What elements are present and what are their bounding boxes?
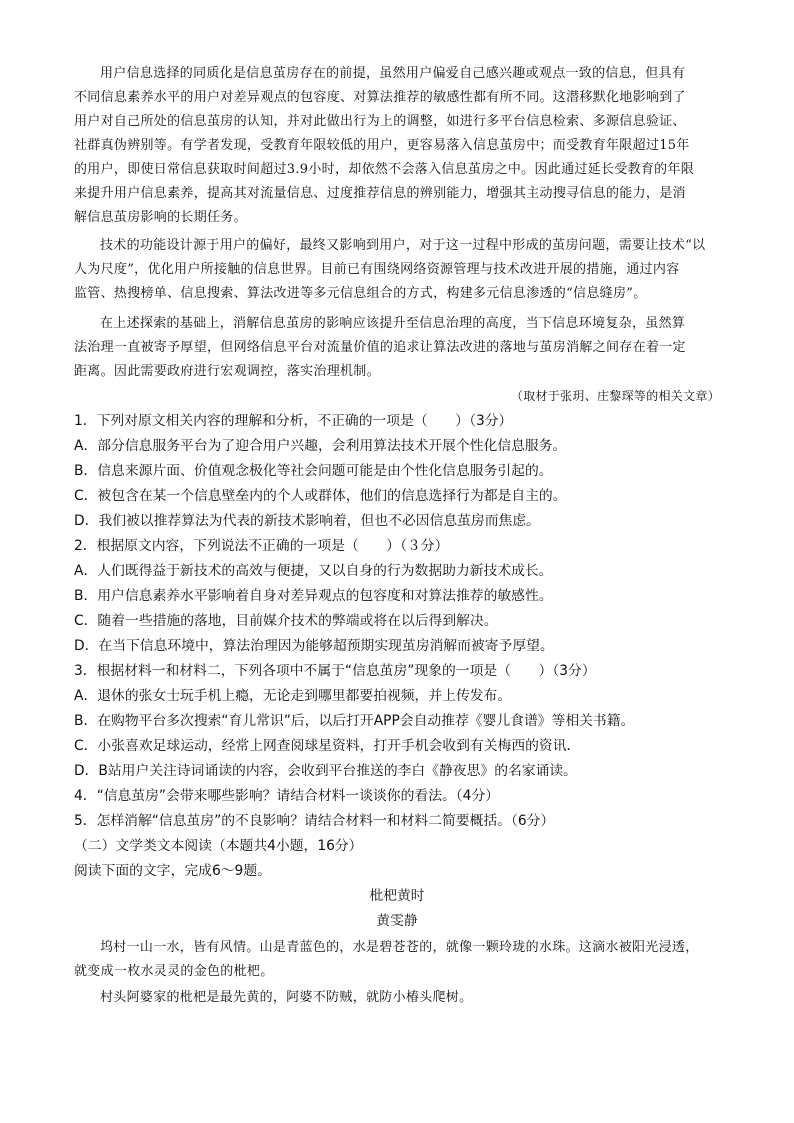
question-3-option-c: C．小张喜欢足球运动，经常上网查阅球星资料，打开手机会收到有关梅西的资讯． bbox=[74, 738, 581, 754]
story-p1-line-1: 坞村一山一水，皆有风情。山是青蓝色的，水是碧苍苍的，就像一颗玲珑的水珠。这滴水被阳光浸透， bbox=[100, 940, 699, 955]
passage-p1-line-2: 不同信息素养水平的用户对差异观点的包容度、对算法推荐的敏感性都有所不同。这潜移默化地影响到了 bbox=[74, 90, 686, 105]
question-3: 3．根据材料一和材料二，下列各项中不属于“信息茧房”现象的一项是（ ）（3分） bbox=[74, 663, 596, 679]
question-2-option-b: B．用户信息素养水平影响着自身对差异观点的包容度和对算法推荐的敏感性。 bbox=[74, 588, 553, 604]
passage-p1-line-4: 社群真伪辨别等。有学者发现，受教育年限较低的用户，更容易落入信息茧房中；而受教育年限超过15年 bbox=[74, 138, 690, 153]
story-p1-line-2: 就变成一枚水灵灵的金色的枇杷。 bbox=[74, 964, 274, 979]
question-4: 4．“信息茧房”会带来哪些影响？请结合材料一谈谈你的看法。（4分） bbox=[74, 788, 500, 804]
story-title: 枇杷黄时 bbox=[369, 888, 425, 904]
section-instruction: 阅读下面的文字，完成6～9题。 bbox=[74, 863, 271, 879]
story-author: 黄雯静 bbox=[376, 913, 418, 929]
question-1-option-d: D．我们被以推荐算法为代表的新技术影响着，但也不必因信息茧房而焦虑。 bbox=[74, 513, 540, 529]
passage-p1-line-6: 来提升用户信息素养，提高其对流量信息、过度推荐信息的辨别能力，增强其主动搜寻信息的能力，是消 bbox=[74, 186, 686, 201]
passage-p2-line-3: 监管、热搜榜单、信息搜索、算法改进等多元信息组合的方式，构建多元信息渗透的“信息缝房”。 bbox=[74, 286, 647, 301]
question-1-option-c: C．被包含在某一个信息壁垒内的个人或群体，他们的信息选择行为都是自主的。 bbox=[74, 488, 567, 504]
question-1-option-b: B．信息来源片面、价值观念极化等社会问题可能是由个性化信息服务引起的。 bbox=[74, 463, 553, 479]
question-2-option-d: D．在当下信息环境中，算法治理因为能够超预期实现茧房消解而被寄予厚望。 bbox=[74, 638, 554, 654]
passage-p3-line-1: 在上述探索的基础上，消解信息茧房的影响应该提升至信息治理的高度，当下信息环境复杂，虽然算 bbox=[100, 316, 686, 331]
question-2: 2．根据原文内容，下列说法不正确的一项是（ ）（３分） bbox=[74, 538, 449, 554]
question-1: 1．下列对原文相关内容的理解和分析，不正确的一项是（ ）（3分） bbox=[74, 413, 513, 429]
section-heading: （二）文学类文本阅读（本题共4小题，16分） bbox=[74, 838, 363, 854]
passage-source: （取材于张玥、庄黎琛等的相关文章） bbox=[510, 389, 720, 403]
passage-p1-line-5: 的用户，即使日常信息获取时间超过3.9小时，却依然不会落入信息茧房之中。因此通过延长受教育的年限 bbox=[74, 162, 695, 177]
passage-p1-line-7: 解信息茧房影响的长期任务。 bbox=[74, 210, 247, 225]
passage-p3-line-2: 法治理一直被寄予厚望，但网络信息平台对流量价值的追求让算法改进的落地与茧房消解之间存在着一定 bbox=[74, 340, 686, 355]
question-3-option-a: A．退休的张女士玩手机上瘾，无论走到哪里都要拍视频，并上传发布。 bbox=[74, 688, 512, 704]
question-5: 5．怎样消解“信息茧房”的不良影响？请结合材料一和材料二简要概括。（6分） bbox=[74, 813, 555, 829]
passage-p1-line-3: 用户对自己所处的信息茧房的认知，并对此做出行为上的调整，如进行多平台信息检索、多源信息验证、 bbox=[74, 114, 686, 129]
passage-p3-line-3: 距离。因此需要政府进行宏观调控，落实治理机制。 bbox=[74, 364, 380, 379]
story-p2: 村头阿婆家的枇杷是最先黄的，阿婆不防贼，就防小椿头爬树。 bbox=[100, 990, 473, 1005]
question-2-option-a: A．人们既得益于新技术的高效与便捷，又以自身的行为数据助力新技术成长。 bbox=[74, 563, 553, 579]
passage-p2-line-2: 人为尺度”，优化用户所接触的信息世界。目前已有围绕网络资源管理与技术改进开展的措施，通过内容 bbox=[74, 262, 680, 277]
question-3-option-b: B．在购物平台多次搜索“育儿常识”后，以后打开APP会自动推荐《婴儿食谱》等相关书籍。 bbox=[74, 713, 635, 729]
question-3-option-d: D．B站用户关注诗词诵读的内容，会收到平台推送的李白《静夜思》的名家诵读。 bbox=[74, 763, 577, 779]
passage-p2-line-1: 技术的功能设计源于用户的偏好，最终又影响到用户，对于这一过程中形成的茧房问题，需要让技术“以 bbox=[100, 238, 706, 253]
question-2-option-c: C．随着一些措施的落地，目前媒介技术的弊端或将在以后得到解决。 bbox=[74, 613, 498, 629]
question-1-option-a: A．部分信息服务平台为了迎合用户兴趣，会利用算法技术开展个性化信息服务。 bbox=[74, 438, 567, 454]
passage-p1-line-1: 用户信息选择的同质化是信息茧房存在的前提，虽然用户偏爱自己感兴趣或观点一致的信息，但具有 bbox=[100, 66, 686, 81]
